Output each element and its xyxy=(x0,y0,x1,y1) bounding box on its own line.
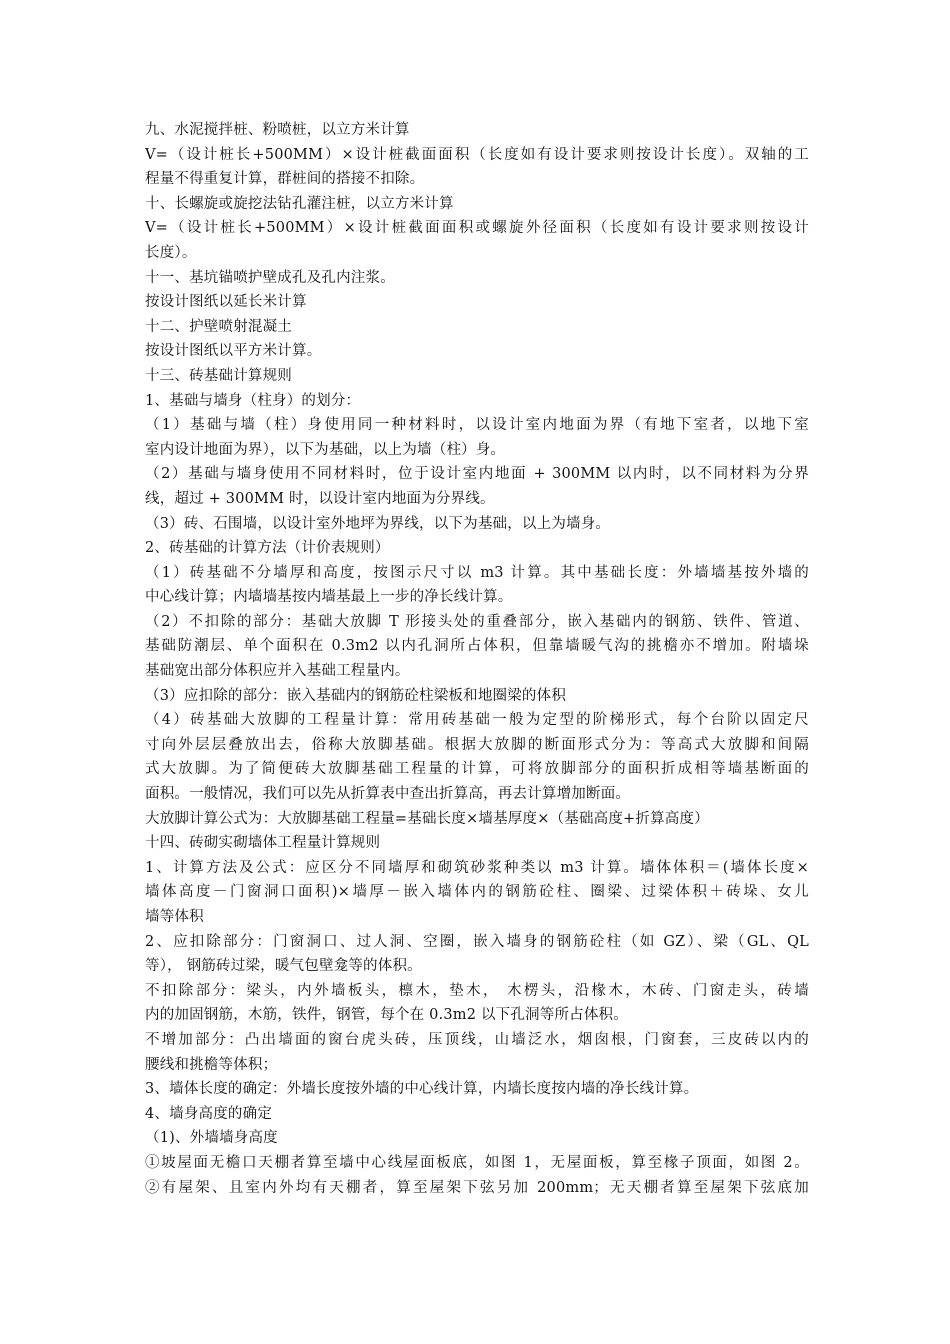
document-body xyxy=(145,118,809,1200)
text-line: （3）砖、石围墙，以设计室外地坪为界线，以下为基础，以上为墙身。 xyxy=(145,515,611,532)
subheading: （1)、外墙墙身高度 xyxy=(145,1130,278,1147)
heading-section-11: 十一、基坑锚喷护壁成孔及孔内注浆。 xyxy=(145,269,395,286)
text-line: 内的加固钢筋，木筋，铁件，钢管，每个在 0.3m2 以下孔洞等所占体积。 xyxy=(145,1007,628,1024)
text-line: 不增加部分：凸出墙面的窗台虎头砖，压顶线，山墙泛水，烟囱根，门窗套，三皮砖以内的 xyxy=(145,1031,809,1048)
text-line: 墙等体积 xyxy=(145,909,204,925)
subheading: 2、砖基础的计算方法（计价表规则） xyxy=(145,540,390,557)
text-line: V=（设计桩长+500MM）×设计桩截面面积（长度如有设计要求则按设计长度）。双轴的工 xyxy=(145,146,809,163)
text-line: 墙体高度－门窗洞口面积)×墙厚－嵌入墙体内的钢筋砼柱、圈梁、过梁体积＋砖垛、女儿 xyxy=(145,884,809,901)
text-line: （2）基础与墙身使用不同材料时，位于设计室内地面 + 300MM 以内时，以不同材料为分界 xyxy=(145,466,809,483)
text-line: 等）， 钢筋砖过梁，暖气包壁龛等的体积。 xyxy=(145,958,422,975)
subheading: 1、基础与墙身（柱身）的划分： xyxy=(145,392,361,409)
text-line: 中心线计算；内墙墙基按内墙基最上一步的净长线计算。 xyxy=(145,589,513,606)
text-line: 2、应扣除部分：门窗洞口、过人洞、空圈，嵌入墙身的钢筋砼柱（如 GZ）、梁（GL、QL xyxy=(145,933,809,950)
text-line: ②有屋架、且室内外均有天棚者，算至屋架下弦另加 200mm；无天棚者算至屋架下弦底加 xyxy=(145,1179,809,1196)
text-line: 式大放脚。为了简便砖大放脚基础工程量的计算，可将放脚部分的面积折成相等墙基断面的 xyxy=(145,761,809,778)
formula-line: 大放脚计算公式为：大放脚基础工程量=基础长度×墙基厚度×（基础高度+折算高度） xyxy=(145,810,709,827)
heading-section-13: 十三、砖基础计算规则 xyxy=(145,367,292,384)
text-line: （4）砖基础大放脚的工程量计算：常用砖基础一般为定型的阶梯形式，每个台阶以固定尺 xyxy=(145,712,809,729)
text-line: 按设计图纸以平方米计算。 xyxy=(145,343,322,360)
text-line: 1、计算方法及公式：应区分不同墙厚和砌筑砂浆种类以 m3 计算。墙体体积＝(墙体长度× xyxy=(145,859,809,876)
subheading: 4、墙身高度的确定 xyxy=(145,1105,273,1122)
text-line: 室内设计地面为界），以下为基础，以上为墙（柱）身。 xyxy=(145,441,506,458)
text-line: （3）应扣除的部分：嵌入基础内的钢筋砼柱梁板和地圈梁的体积 xyxy=(145,687,567,704)
text-line: ①坡屋面无檐口天棚者算至墙中心线屋面板底，如图 1，无屋面板，算至椽子顶面，如图 2。 xyxy=(145,1154,809,1171)
text-line: （2）不扣除的部分：基础大放脚 T 形接头处的重叠部分，嵌入基础内的钢筋、铁件、管道、 xyxy=(145,613,809,630)
text-line: （1）砖基础不分墙厚和高度，按图示尺寸以 m3 计算。其中基础长度：外墙墙基按外墙的 xyxy=(145,564,809,581)
text-line: V=（设计桩长+500MM）×设计桩截面面积或螺旋外径面积（长度如有设计要求则按设计 xyxy=(145,220,809,237)
text-line: （1）基础与墙（柱）身使用同一种材料时，以设计室内地面为界（有地下室者，以地下室 xyxy=(145,417,809,434)
text-line: 程量不得重复计算，群桩间的搭接不扣除。 xyxy=(145,171,425,188)
text-line: 按设计图纸以延长米计算 xyxy=(145,294,307,311)
heading-section-12: 十二、护壁喷射混凝土 xyxy=(145,318,292,335)
text-line: 腰线和挑檐等体积； xyxy=(145,1056,278,1073)
heading-section-9: 九、水泥搅拌桩、粉喷桩，以立方米计算 xyxy=(145,122,410,138)
text-line: 基础宽出部分体积应并入基础工程量内。 xyxy=(145,663,410,680)
text-line: 3、墙体长度的确定：外墙长度按外墙的中心线计算，内墙长度按内墙的净长线计算。 xyxy=(145,1081,699,1098)
text-line: 基础防潮层、单个面积在 0.3m2 以内孔洞所占体积，但靠墙暖气沟的挑檐亦不增加。附墙垛 xyxy=(145,638,809,655)
text-line: 不扣除部分：梁头，内外墙板头，檩木，垫木， 木楞头，沿椽木，木砖、门窗走头，砖墙 xyxy=(145,982,809,999)
text-line: 面积。一般情况，我们可以先从折算表中查出折算高，再去计算增加断面。 xyxy=(145,786,631,803)
text-line: 线，超过 + 300MM 时，以设计室内地面为分界线。 xyxy=(145,490,495,507)
text-line: 长度）。 xyxy=(145,244,197,261)
text-line: 寸向外层层叠放出去，俗称大放脚基础。根据大放脚的断面形式分为：等高式大放脚和间隔 xyxy=(145,736,809,753)
heading-section-10: 十、长螺旋或旋挖法钻孔灌注桩，以立方米计算 xyxy=(145,195,454,212)
heading-section-14: 十四、砖砌实砌墙体工程量计算规则 xyxy=(145,835,381,852)
